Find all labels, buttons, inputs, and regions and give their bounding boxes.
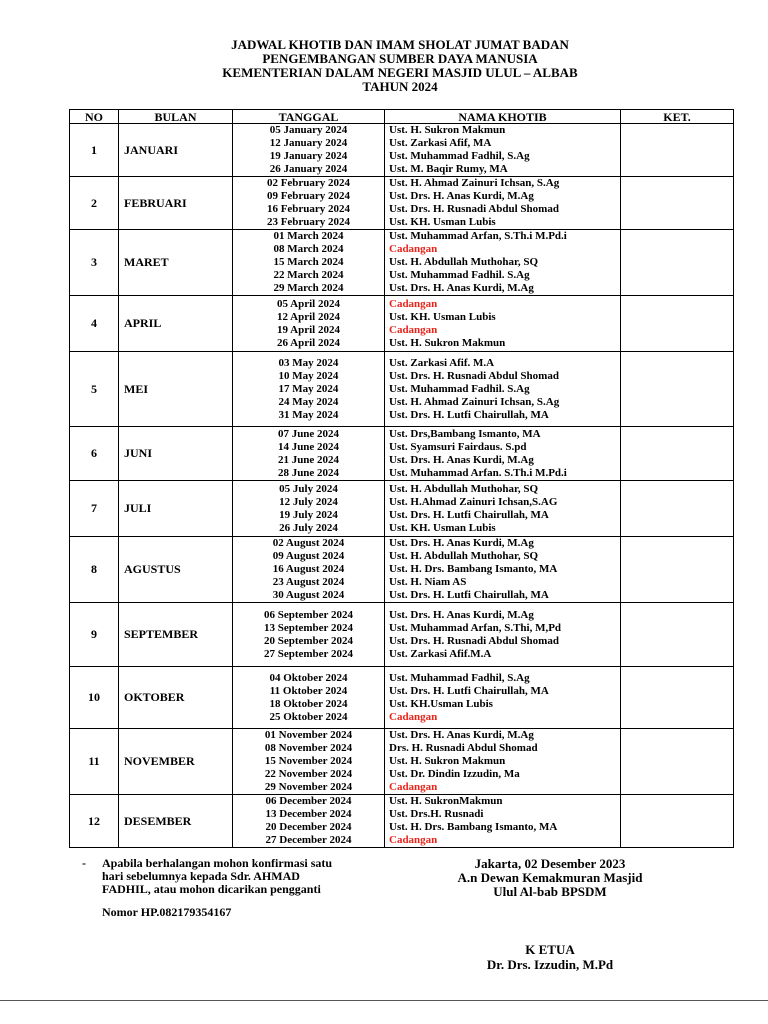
date-text: 18 Oktober 2024 bbox=[269, 697, 348, 710]
khotib-name: Ust. H.Ahmad Zainuri Ichsan,S.AG bbox=[389, 495, 558, 508]
khotib-name: Ust. Syamsuri Fairdaus. S.pd bbox=[389, 440, 527, 453]
ket-cell bbox=[621, 729, 734, 795]
khotib-cell bbox=[385, 481, 621, 537]
footnote-line-2: hari sebelumnya kepada Sdr. AHMAD bbox=[102, 869, 300, 883]
date-text: 28 June 2024 bbox=[277, 466, 340, 479]
month-name: AGUSTUS bbox=[119, 537, 233, 603]
date-text: 01 November 2024 bbox=[264, 729, 353, 741]
date-cell bbox=[233, 481, 385, 537]
ket-cell bbox=[621, 177, 734, 230]
schedule-table bbox=[69, 109, 734, 848]
khotib-name: Ust. Drs. H. Lutfi Chairullah, MA bbox=[389, 589, 549, 601]
date-text: 15 November 2024 bbox=[264, 755, 353, 767]
khotib-name: Ust. Drs. H. Anas Kurdi, M.Ag bbox=[389, 453, 534, 466]
date-text: 12 April 2024 bbox=[277, 310, 340, 323]
khotib-cell bbox=[385, 537, 621, 603]
date-text: 08 November 2024 bbox=[264, 742, 353, 754]
date-text: 12 January 2024 bbox=[269, 137, 348, 149]
khotib-name: Ust. KH.Usman Lubis bbox=[389, 697, 493, 710]
month-name: MEI bbox=[119, 352, 233, 427]
header-nama-khotib: NAMA KHOTIB bbox=[385, 110, 621, 124]
date-text: 09 August 2024 bbox=[272, 550, 345, 562]
date-text: 14 June 2024 bbox=[277, 440, 340, 453]
ket-cell bbox=[621, 667, 734, 729]
date-text: 31 May 2024 bbox=[278, 408, 339, 421]
khotib-name: Ust. Drs. H. Anas Kurdi, M.Ag bbox=[389, 282, 534, 294]
org-line-2: Ulul Al-bab BPSDM bbox=[493, 884, 607, 899]
cadangan-text: Cadangan bbox=[389, 323, 438, 336]
khotib-name: Ust. Drs. H. Anas Kurdi, M.Ag bbox=[389, 190, 534, 202]
title-line-1: JADWAL KHOTIB DAN IMAM SHOLAT JUMAT BADAN bbox=[231, 37, 569, 52]
row-number: 10 bbox=[70, 667, 119, 729]
khotib-name: Ust. H. Ahmad Zainuri Ichsan, S.Ag bbox=[389, 395, 560, 408]
date-text: 23 February 2024 bbox=[266, 216, 351, 228]
table-row bbox=[70, 230, 734, 296]
table-row bbox=[70, 352, 734, 427]
khotib-cell bbox=[385, 296, 621, 352]
document-title bbox=[0, 38, 768, 94]
cadangan-text: Cadangan bbox=[389, 781, 438, 793]
ket-cell bbox=[621, 352, 734, 427]
cadangan-text: Cadangan bbox=[389, 834, 438, 846]
ket-cell bbox=[621, 427, 734, 481]
date-text: 08 March 2024 bbox=[273, 243, 344, 255]
date-text: 15 March 2024 bbox=[273, 256, 344, 268]
date-text: 22 March 2024 bbox=[273, 269, 344, 281]
date-text: 12 July 2024 bbox=[279, 495, 338, 508]
khotib-cell bbox=[385, 795, 621, 848]
date-text: 24 May 2024 bbox=[278, 395, 339, 408]
khotib-name: Ust. Muhammad Arfan. S.Th.i M.Pd.i bbox=[389, 466, 567, 479]
signature-block bbox=[430, 857, 670, 899]
date-text: 29 March 2024 bbox=[273, 282, 344, 294]
table-row bbox=[70, 603, 734, 667]
header-bulan: BULAN bbox=[119, 110, 233, 124]
footnote-line-3: FADHIL, atau mohon dicarikan pengganti bbox=[102, 882, 321, 896]
date-text: 30 August 2024 bbox=[272, 589, 345, 601]
row-number: 7 bbox=[70, 481, 119, 537]
date-text: 20 December 2024 bbox=[265, 821, 352, 833]
khotib-name: Ust. Drs. H. Lutfi Chairullah, MA bbox=[389, 508, 549, 521]
date-text: 23 August 2024 bbox=[272, 576, 345, 588]
signatory-name: Dr. Drs. Izzudin, M.Pd bbox=[486, 957, 614, 972]
khotib-name: Ust. Zarkasi Afif. M.A bbox=[389, 356, 495, 369]
month-name: APRIL bbox=[119, 296, 233, 352]
date-cell bbox=[233, 177, 385, 230]
khotib-name: Ust. Drs. H. Rusnadi Abdul Shomad bbox=[389, 369, 559, 382]
date-cell bbox=[233, 729, 385, 795]
date-text: 02 February 2024 bbox=[266, 177, 351, 189]
date-text: 20 September 2024 bbox=[263, 634, 353, 647]
khotib-name: Ust. Muhammad Arfan, S.Thi, M,Pd bbox=[389, 621, 562, 634]
date-text: 02 August 2024 bbox=[272, 537, 345, 549]
table-row bbox=[70, 124, 734, 177]
khotib-name: Ust. H. Sukron Makmun bbox=[389, 336, 506, 349]
khotib-name: Ust. KH. Usman Lubis bbox=[389, 521, 496, 534]
khotib-name: Drs. H. Rusnadi Abdul Shomad bbox=[389, 742, 538, 754]
row-number: 4 bbox=[70, 296, 119, 352]
page-bottom-rule bbox=[0, 1000, 768, 1001]
khotib-name: Ust. Drs. H. Rusnadi Abdul Shomad bbox=[389, 634, 559, 647]
ket-cell bbox=[621, 230, 734, 296]
khotib-name: Ust. Drs.H. Rusnadi bbox=[389, 808, 484, 820]
date-text: 03 May 2024 bbox=[278, 356, 339, 369]
khotib-cell bbox=[385, 352, 621, 427]
date-text: 19 April 2024 bbox=[277, 323, 340, 336]
khotib-name: Ust. Zarkasi Afif, MA bbox=[389, 137, 492, 149]
row-number: 9 bbox=[70, 603, 119, 667]
table-row bbox=[70, 537, 734, 603]
row-number: 3 bbox=[70, 230, 119, 296]
month-name: NOVEMBER bbox=[119, 729, 233, 795]
khotib-name: Ust. H. Sukron Makmun bbox=[389, 124, 506, 136]
date-text: 22 November 2024 bbox=[264, 768, 353, 780]
date-text: 27 September 2024 bbox=[263, 647, 353, 660]
date-text: 21 June 2024 bbox=[277, 453, 340, 466]
khotib-name: Ust. KH. Usman Lubis bbox=[389, 310, 496, 323]
title-line-2: PENGEMBANGAN SUMBER DAYA MANUSIA bbox=[262, 51, 538, 66]
khotib-name: Ust. Muhammad Fadhil. S.Ag bbox=[389, 269, 530, 281]
row-number: 1 bbox=[70, 124, 119, 177]
title-line-4: TAHUN 2024 bbox=[362, 79, 438, 94]
date-text: 19 January 2024 bbox=[269, 150, 348, 162]
header-no: NO bbox=[70, 110, 119, 124]
month-name: DESEMBER bbox=[119, 795, 233, 848]
ket-cell bbox=[621, 296, 734, 352]
khotib-name: Ust. H. Niam AS bbox=[389, 576, 467, 588]
khotib-name: Ust. Drs. H. Lutfi Chairullah, MA bbox=[389, 408, 549, 421]
month-name: JULI bbox=[119, 481, 233, 537]
khotib-name: Ust. H. Ahmad Zainuri Ichsan, S.Ag bbox=[389, 177, 560, 189]
khotib-name: Ust. H. Sukron Makmun bbox=[389, 755, 506, 767]
date-text: 16 February 2024 bbox=[266, 203, 351, 215]
month-name: SEPTEMBER bbox=[119, 603, 233, 667]
khotib-name: Ust. H. SukronMakmun bbox=[389, 795, 503, 807]
cadangan-text: Cadangan bbox=[389, 297, 438, 310]
date-text: 16 August 2024 bbox=[272, 563, 345, 575]
date-cell bbox=[233, 296, 385, 352]
khotib-name: Ust. H. Drs. Bambang Ismanto, MA bbox=[389, 821, 558, 833]
place-date: Jakarta, 02 Desember 2023 bbox=[474, 856, 626, 871]
table-row bbox=[70, 667, 734, 729]
table-row bbox=[70, 729, 734, 795]
month-name: OKTOBER bbox=[119, 667, 233, 729]
date-text: 06 December 2024 bbox=[265, 795, 352, 807]
table-row bbox=[70, 296, 734, 352]
khotib-name: Ust. H. Drs. Bambang Ismanto, MA bbox=[389, 563, 558, 575]
date-text: 26 January 2024 bbox=[269, 163, 348, 175]
khotib-cell bbox=[385, 729, 621, 795]
date-cell bbox=[233, 795, 385, 848]
khotib-cell bbox=[385, 177, 621, 230]
date-cell bbox=[233, 427, 385, 481]
date-cell bbox=[233, 667, 385, 729]
month-name: JUNI bbox=[119, 427, 233, 481]
date-text: 06 September 2024 bbox=[263, 608, 353, 621]
khotib-name: Ust. Drs. H. Anas Kurdi, M.Ag bbox=[389, 537, 534, 549]
org-line-1: A.n Dewan Kemakmuran Masjid bbox=[457, 870, 643, 885]
table-row bbox=[70, 177, 734, 230]
khotib-name: Ust. H. Abdullah Muthohar, SQ bbox=[389, 482, 539, 495]
ket-cell bbox=[621, 481, 734, 537]
date-cell bbox=[233, 124, 385, 177]
ket-cell bbox=[621, 795, 734, 848]
signatory bbox=[430, 942, 670, 972]
ket-cell bbox=[621, 124, 734, 177]
khotib-name: Ust. Drs. H. Rusnadi Abdul Shomad bbox=[389, 203, 559, 215]
row-number: 12 bbox=[70, 795, 119, 848]
khotib-name: Ust. H. Abdullah Muthohar, SQ bbox=[389, 256, 539, 268]
date-text: 07 June 2024 bbox=[277, 427, 340, 440]
row-number: 5 bbox=[70, 352, 119, 427]
month-name: MARET bbox=[119, 230, 233, 296]
table-header-row bbox=[70, 110, 734, 124]
date-text: 17 May 2024 bbox=[278, 382, 339, 395]
date-text: 25 Oktober 2024 bbox=[269, 710, 348, 723]
date-text: 05 April 2024 bbox=[277, 297, 340, 310]
ket-cell bbox=[621, 537, 734, 603]
date-text: 04 Oktober 2024 bbox=[269, 671, 348, 684]
khotib-name: Ust. Muhammad Arfan, S.Th.i M.Pd.i bbox=[389, 230, 567, 242]
date-text: 05 January 2024 bbox=[269, 124, 348, 136]
row-number: 11 bbox=[70, 729, 119, 795]
khotib-name: Ust. Muhammad Fadhil, S.Ag bbox=[389, 150, 530, 162]
date-text: 27 December 2024 bbox=[265, 834, 352, 846]
date-cell bbox=[233, 603, 385, 667]
table-row bbox=[70, 427, 734, 481]
row-number: 8 bbox=[70, 537, 119, 603]
title-line-3: KEMENTERIAN DALAM NEGERI MASJID ULUL – ALBAB bbox=[222, 65, 578, 80]
signatory-role: K ETUA bbox=[525, 942, 575, 957]
khotib-cell bbox=[385, 603, 621, 667]
cadangan-text: Cadangan bbox=[389, 710, 438, 723]
khotib-cell bbox=[385, 667, 621, 729]
row-number: 2 bbox=[70, 177, 119, 230]
date-text: 13 September 2024 bbox=[263, 621, 353, 634]
table-row bbox=[70, 481, 734, 537]
phone-number: Nomor HP.082179354167 bbox=[102, 905, 232, 919]
date-text: 19 July 2024 bbox=[279, 508, 338, 521]
date-text: 26 July 2024 bbox=[279, 521, 338, 534]
khotib-name: Ust. Drs. H. Lutfi Chairullah, MA bbox=[389, 684, 549, 697]
footnote-line-1: Apabila berhalangan mohon konfirmasi satu bbox=[102, 856, 333, 870]
date-text: 09 February 2024 bbox=[266, 190, 351, 202]
khotib-name: Ust. Drs,Bambang Ismanto, MA bbox=[389, 427, 541, 440]
table-row bbox=[70, 795, 734, 848]
date-text: 05 July 2024 bbox=[279, 482, 338, 495]
date-text: 11 Oktober 2024 bbox=[269, 684, 348, 697]
row-number: 6 bbox=[70, 427, 119, 481]
month-name: JANUARI bbox=[119, 124, 233, 177]
khotib-cell bbox=[385, 230, 621, 296]
date-cell bbox=[233, 230, 385, 296]
khotib-name: Ust. Drs. H. Anas Kurdi, M.Ag bbox=[389, 729, 534, 741]
date-cell bbox=[233, 352, 385, 427]
cadangan-text: Cadangan bbox=[389, 243, 438, 255]
date-text: 10 May 2024 bbox=[278, 369, 339, 382]
date-cell bbox=[233, 537, 385, 603]
khotib-name: Ust. Muhammad Fadhil, S.Ag bbox=[389, 671, 530, 684]
date-text: 29 November 2024 bbox=[264, 781, 353, 793]
footnote-dash: - bbox=[82, 856, 86, 870]
month-name: FEBRUARI bbox=[119, 177, 233, 230]
khotib-name: Ust. M. Baqir Rumy, MA bbox=[389, 163, 508, 175]
khotib-name: Ust. Muhammad Fadhil. S.Ag bbox=[389, 382, 530, 395]
ket-cell bbox=[621, 603, 734, 667]
khotib-name: Ust. KH. Usman Lubis bbox=[389, 216, 496, 228]
khotib-cell bbox=[385, 124, 621, 177]
header-tanggal: TANGGAL bbox=[233, 110, 385, 124]
date-text: 13 December 2024 bbox=[265, 808, 352, 820]
header-ket: KET. bbox=[621, 110, 734, 124]
khotib-name: Ust. Drs. H. Anas Kurdi, M.Ag bbox=[389, 608, 534, 621]
date-text: 26 April 2024 bbox=[277, 336, 340, 349]
date-text: 01 March 2024 bbox=[273, 230, 344, 242]
khotib-cell bbox=[385, 427, 621, 481]
khotib-name: Ust. H. Abdullah Muthohar, SQ bbox=[389, 550, 539, 562]
khotib-name: Ust. Dr. Dindin Izzudin, Ma bbox=[389, 768, 520, 780]
khotib-name: Ust. Zarkasi Afif.M.A bbox=[389, 647, 492, 660]
